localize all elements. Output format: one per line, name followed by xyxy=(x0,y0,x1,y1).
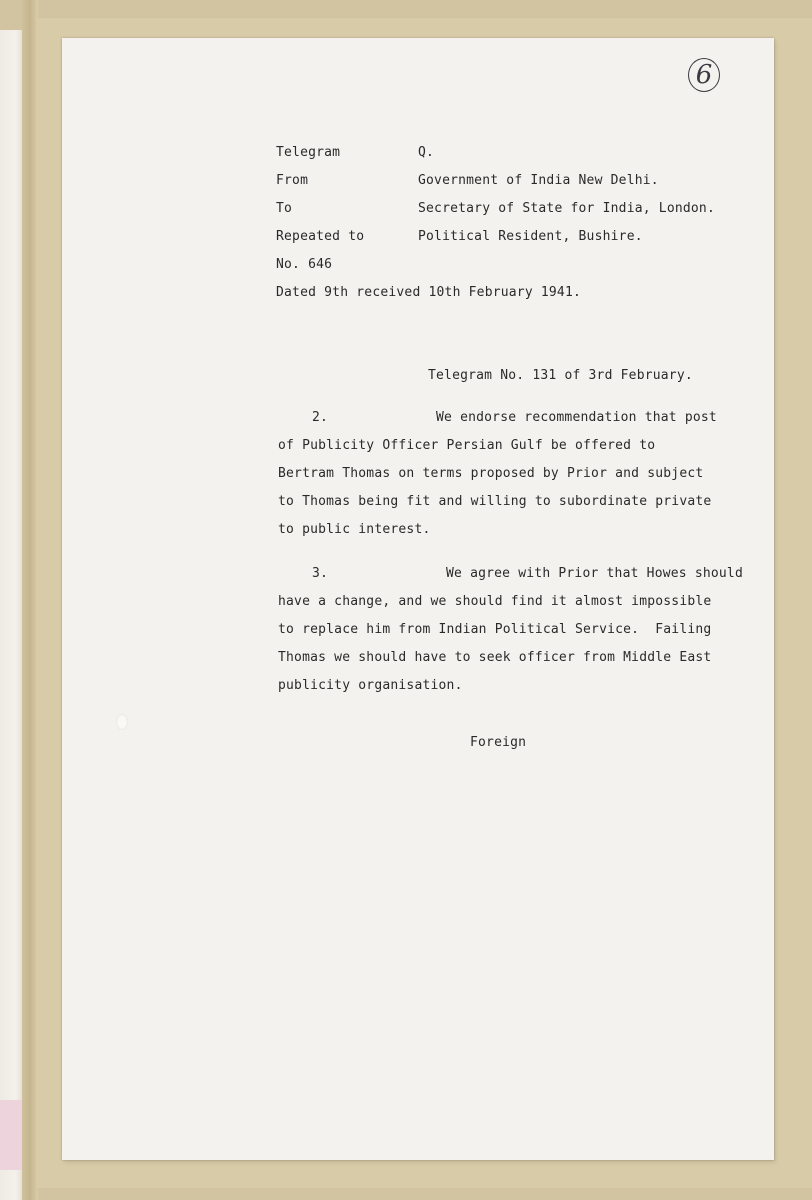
header-label-telegram: Telegram xyxy=(276,145,341,160)
paragraph-line: We agree with Prior that Howes should xyxy=(446,566,743,581)
paragraph-number: 2. xyxy=(312,410,329,425)
header-number: No. 646 xyxy=(276,257,333,272)
paragraph-number: 3. xyxy=(312,566,329,581)
reference-line: Telegram No. 131 of 3rd February. xyxy=(428,368,693,383)
folio-number: 6 xyxy=(688,58,720,92)
header-label-repeated: Repeated to xyxy=(276,229,365,244)
paragraph-line: We endorse recommendation that post xyxy=(436,410,717,425)
header-value-from: Government of India New Delhi. xyxy=(418,173,659,188)
header-value-repeated: Political Resident, Bushire. xyxy=(418,229,643,244)
dated-line: Dated 9th received 10th February 1941. xyxy=(276,285,582,300)
paragraph-line: Bertram Thomas on terms proposed by Prior and subject xyxy=(278,466,704,481)
paragraph-line: to Thomas being fit and willing to subordinate private xyxy=(278,494,712,509)
punch-hole xyxy=(116,714,128,730)
paragraph-line: Thomas we should have to seek officer from Middle East xyxy=(278,650,712,665)
header-value-to: Secretary of State for India, London. xyxy=(418,201,715,216)
signature: Foreign xyxy=(470,735,527,750)
paragraph-line: to replace him from Indian Political Service. Failing xyxy=(278,622,712,637)
paragraph-line: to public interest. xyxy=(278,522,431,537)
paragraph-line: of Publicity Officer Persian Gulf be offered to xyxy=(278,438,656,453)
paragraph-line: publicity organisation. xyxy=(278,678,463,693)
header-label-to: To xyxy=(276,201,293,216)
paragraph-line: have a change, and we should find it almost impossible xyxy=(278,594,712,609)
header-value-telegram: Q. xyxy=(418,145,435,160)
header-label-from: From xyxy=(276,173,309,188)
